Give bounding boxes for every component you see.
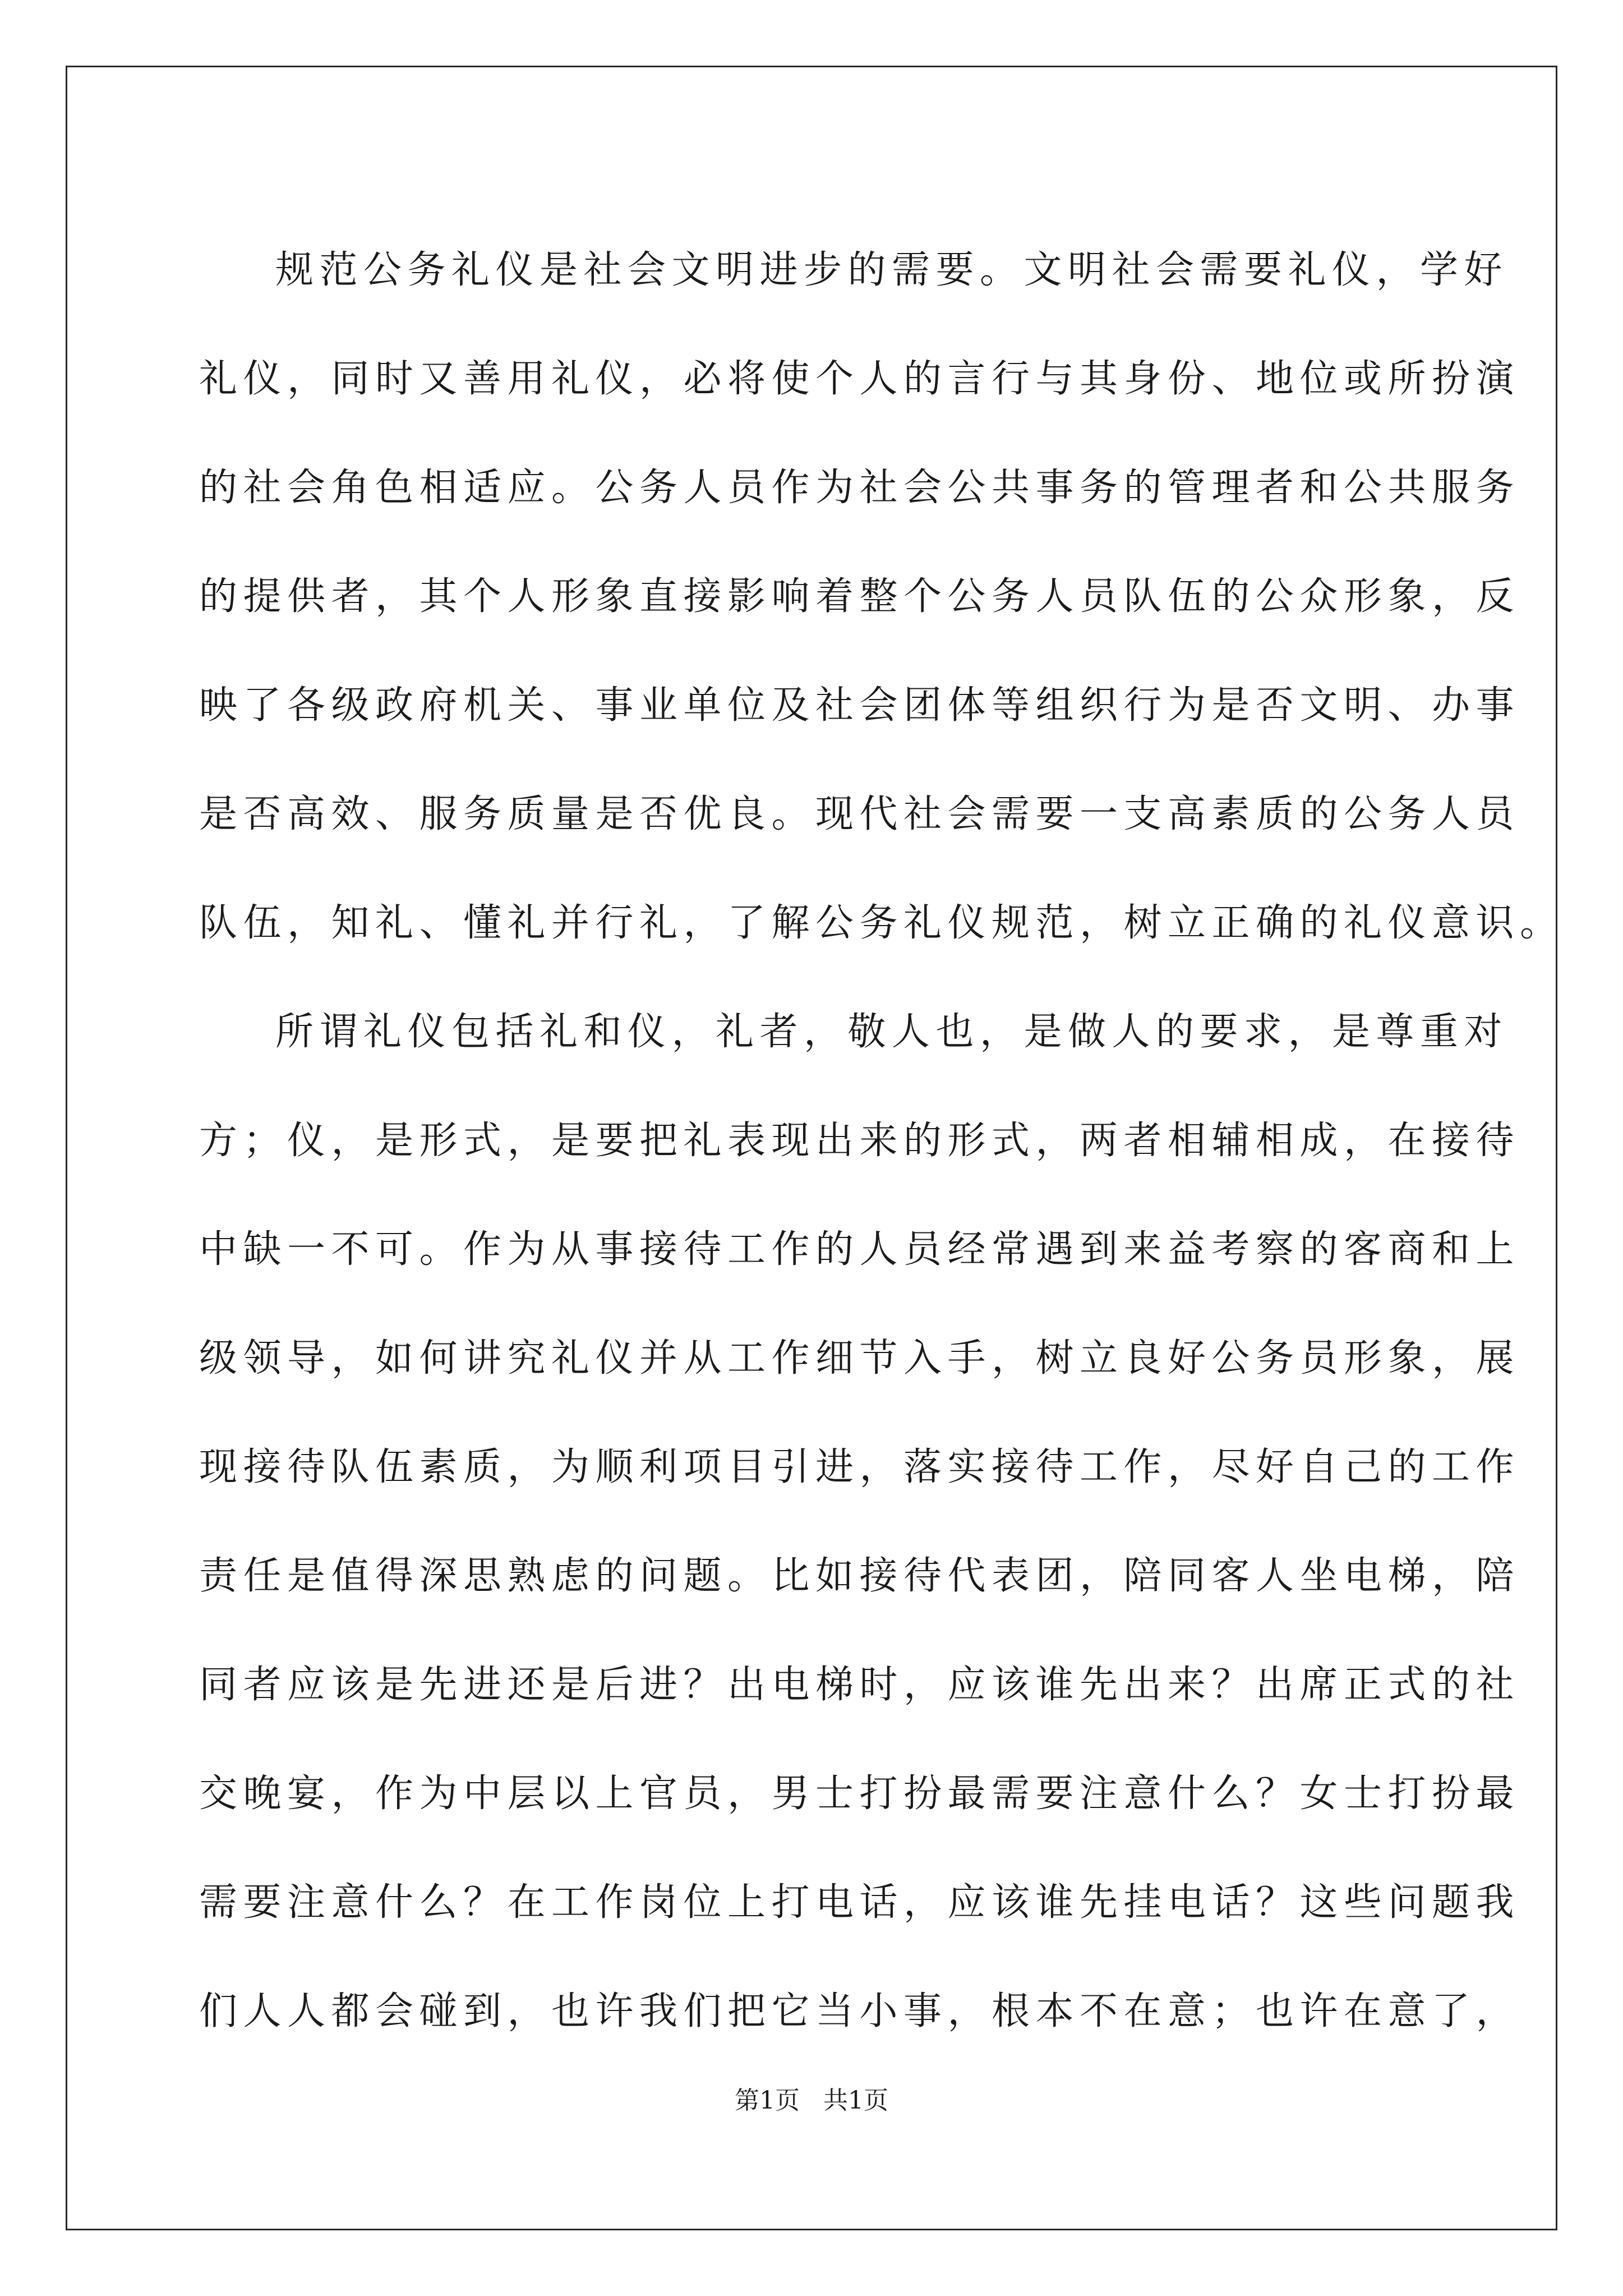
text-line: 中缺一不可。作为从事接待工作的人员经常遇到来益考察的客商和上 <box>199 1227 1520 1272</box>
text-line: 级领导，如何讲究礼仪并从工作细节入手，树立良好公务员形象，展 <box>199 1336 1520 1381</box>
text-line: 需要注意什么？在工作岗位上打电话，应该谁先挂电话？这些问题我 <box>199 1880 1520 1925</box>
paragraph-first-line: 所谓礼仪包括礼和仪，礼者，敬人也，是做人的要求，是尊重对 <box>275 1010 1509 1054</box>
text-line: 责任是值得深思熟虑的问题。比如接待代表团，陪同客人坐电梯，陪 <box>199 1554 1520 1598</box>
text-line: 交晚宴，作为中层以上官员，男士打扮最需要注意什么？女士打扮最 <box>199 1772 1520 1816</box>
text-line: 队伍，知礼、懂礼并行礼，了解公务礼仪规范，树立正确的礼仪意识。 <box>199 901 1564 945</box>
text-line: 同者应该是先进还是后进？出电梯时，应该谁先出来？出席正式的社 <box>199 1663 1520 1707</box>
text-line: 的社会角色相适应。公务人员作为社会公共事务的管理者和公共服务 <box>199 466 1520 510</box>
text-line: 是否高效、服务质量是否优良。现代社会需要一支高素质的公务人员 <box>199 792 1520 836</box>
text-line: 们人人都会碰到，也许我们把它当小事，根本不在意；也许在意了， <box>199 1989 1520 2033</box>
text-line: 映了各级政府机关、事业单位及社会团体等组织行为是否文明、办事 <box>199 683 1520 728</box>
text-line: 方；仪，是形式，是要把礼表现出来的形式，两者相辅相成，在接待 <box>199 1119 1520 1163</box>
page-number-footer: 第1页 共1页 <box>735 2086 888 2115</box>
text-line: 礼仪，同时又善用礼仪，必将使个人的言行与其身份、地位或所扮演 <box>199 357 1520 401</box>
text-line: 现接待队伍素质，为顺利项目引进，落实接待工作，尽好自己的工作 <box>199 1445 1520 1489</box>
text-line: 的提供者，其个人形象直接影响着整个公务人员队伍的公众形象，反 <box>199 574 1520 619</box>
paragraph-first-line: 规范公务礼仪是社会文明进步的需要。文明社会需要礼仪，学好 <box>275 248 1509 292</box>
document-body <box>199 216 1564 2066</box>
